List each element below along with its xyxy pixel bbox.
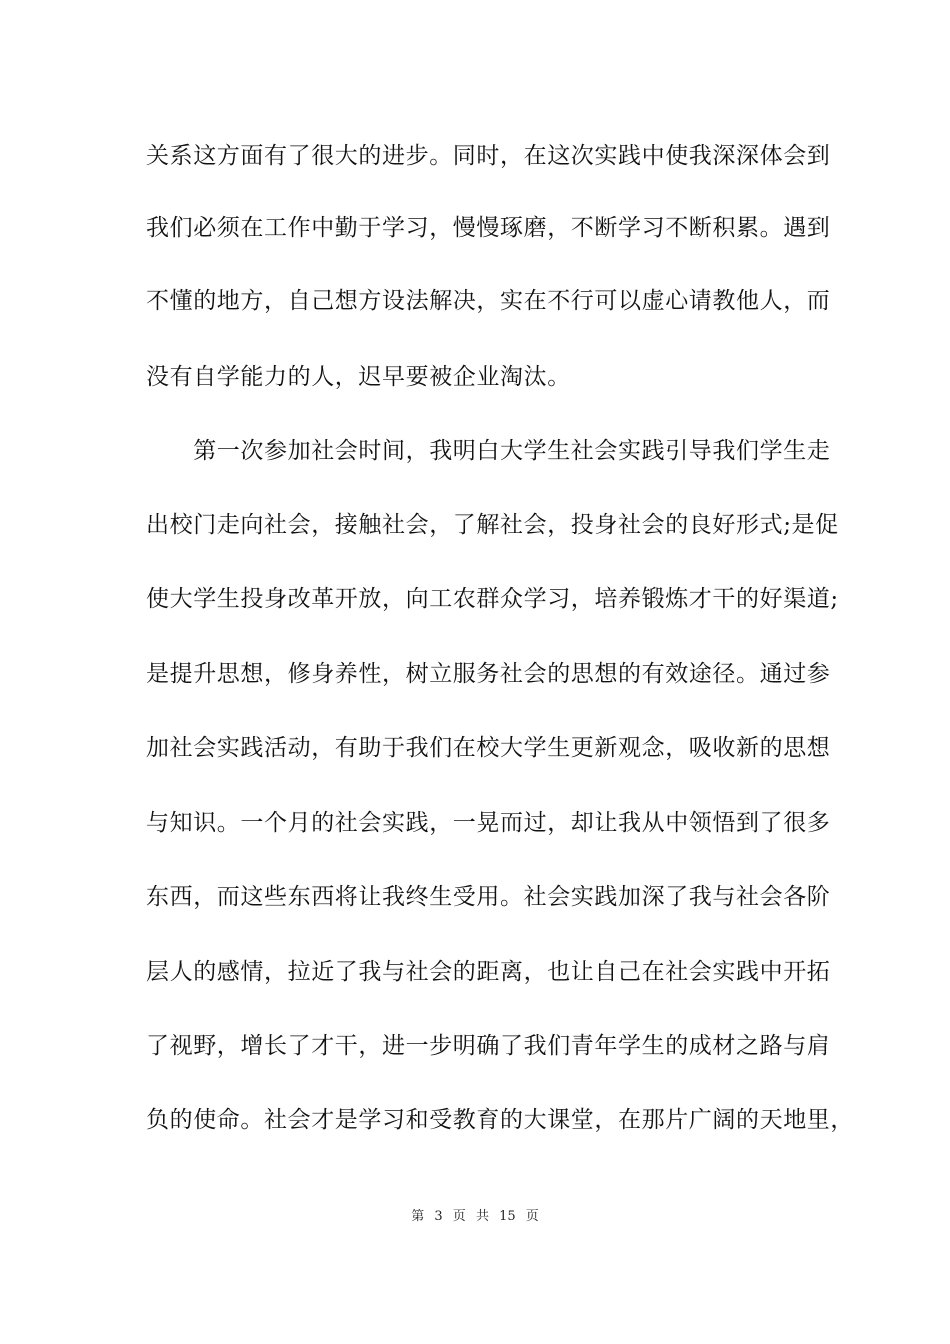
text-line: 关系这方面有了很大的进步。同时，在这次实践中使我深深体会到: [146, 143, 831, 169]
text-line: 不懂的地方，自己想方设法解决，实在不行可以虚心请教他人，而: [146, 288, 831, 314]
footer-mid2: 共: [475, 1209, 489, 1224]
text-line: 加社会实践活动，有助于我们在校大学生更新观念，吸收新的思想: [146, 735, 831, 761]
footer-prefix: 第: [411, 1209, 425, 1224]
text-line: 层人的感情，拉近了我与社会的距离，也让自己在社会实践中开拓: [146, 959, 831, 985]
text-line: 负的使命。社会才是学习和受教育的大课堂，在那片广阔的天地里，: [146, 1107, 854, 1133]
text-line: 出校门走向社会，接触社会，了解社会，投身社会的良好形式;是促: [146, 512, 839, 538]
page-footer: [0, 1208, 950, 1226]
text-line: 是提升思想，修身养性，树立服务社会的思想的有效途径。通过参: [146, 661, 831, 687]
footer-page-number: 3: [434, 1209, 443, 1224]
text-line: 东西，而这些东西将让我终生受用。社会实践加深了我与社会各阶: [146, 884, 831, 910]
footer-mid1: 页: [452, 1209, 466, 1224]
footer-suffix: 页: [525, 1209, 539, 1224]
paragraph-start-line: 第一次参加社会时间，我明白大学生社会实践引导我们学生走: [146, 438, 831, 464]
text-line: 我们必须在工作中勤于学习，慢慢琢磨，不断学习不断积累。遇到: [146, 215, 831, 241]
text-line: 使大学生投身改革开放，向工农群众学习，培养锻炼才干的好渠道;: [146, 586, 839, 612]
text-line: 了视野，增长了才干，进一步明确了我们青年学生的成材之路与肩: [146, 1033, 831, 1059]
text-line: 与知识。一个月的社会实践，一晃而过，却让我从中领悟到了很多: [146, 810, 831, 836]
text-line: 没有自学能力的人，迟早要被企业淘汰。: [146, 364, 571, 390]
footer-total-pages: 15: [499, 1209, 516, 1224]
